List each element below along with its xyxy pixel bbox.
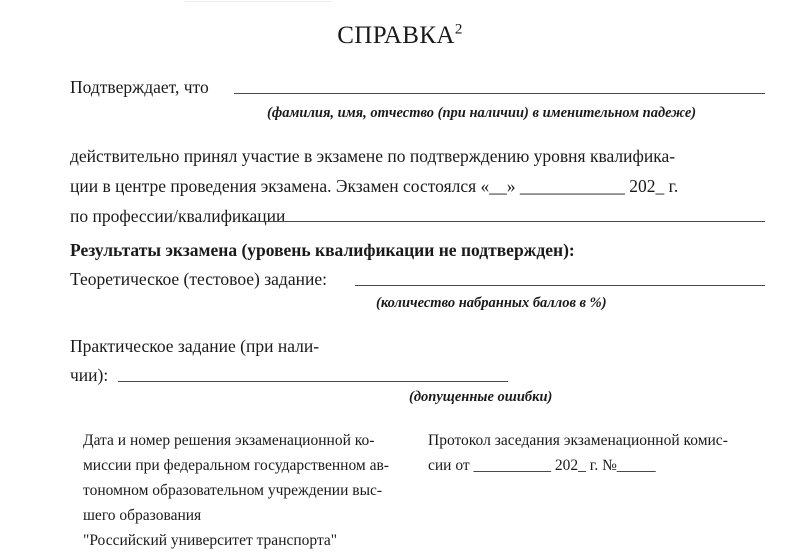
footer-left-line: "Российский университет транспорта"	[83, 532, 338, 549]
body-paragraph-line-1: действительно принял участие в экзамене по подтверждению уровня квалифика-	[70, 146, 676, 166]
page-title	[0, 22, 800, 50]
footer-left-line: миссии при федеральном государственном ав-	[83, 457, 389, 474]
scan-artifact-line	[185, 1, 332, 2]
body-paragraph-line-2: ции в центре проведения экзамена. Экзамен состоялся «__» ____________ 202_ г.	[70, 176, 679, 196]
footer-left-line: тономном образовательном учреждении выс-	[83, 482, 383, 499]
practice-task-label-line-1: Практическое задание (при нали-	[70, 336, 320, 356]
footer-left-column	[83, 428, 428, 553]
practice-task-caption: (допущенные ошибки)	[409, 389, 553, 405]
footer-left-line: Дата и номер решения экзаменационной ко-	[83, 432, 375, 449]
body-paragraph-line-3: по профессии/квалификации	[70, 206, 286, 226]
results-heading: Результаты экзамена (уровень квалификации не подтвержден):	[70, 240, 575, 260]
practice-errors-fill-rule[interactable]	[118, 381, 508, 382]
page-title-text: СПРАВКА	[337, 22, 455, 49]
page-title-footnote-marker: 2	[454, 21, 463, 38]
profession-fill-rule[interactable]	[243, 221, 765, 222]
confirm-label: Подтверждает, что	[70, 77, 209, 97]
footer-left-line: шего образования	[83, 507, 202, 524]
confirm-caption: (фамилия, имя, отчество (при наличии) в именительном падеже)	[267, 105, 697, 121]
theory-task-label: Теоретическое (тестовое) задание:	[70, 269, 327, 289]
footer-right-line: сии от __________ 202_ г. №_____	[428, 457, 656, 474]
theory-score-fill-rule[interactable]	[355, 285, 765, 286]
theory-task-caption: (количество набранных баллов в %)	[376, 295, 607, 311]
footer-right-line: Протокол заседания экзаменационной комис-	[428, 432, 728, 449]
practice-task-label-line-2: чии):	[70, 365, 109, 385]
footer-right-column	[428, 428, 778, 478]
confirm-fill-rule[interactable]	[234, 93, 765, 94]
